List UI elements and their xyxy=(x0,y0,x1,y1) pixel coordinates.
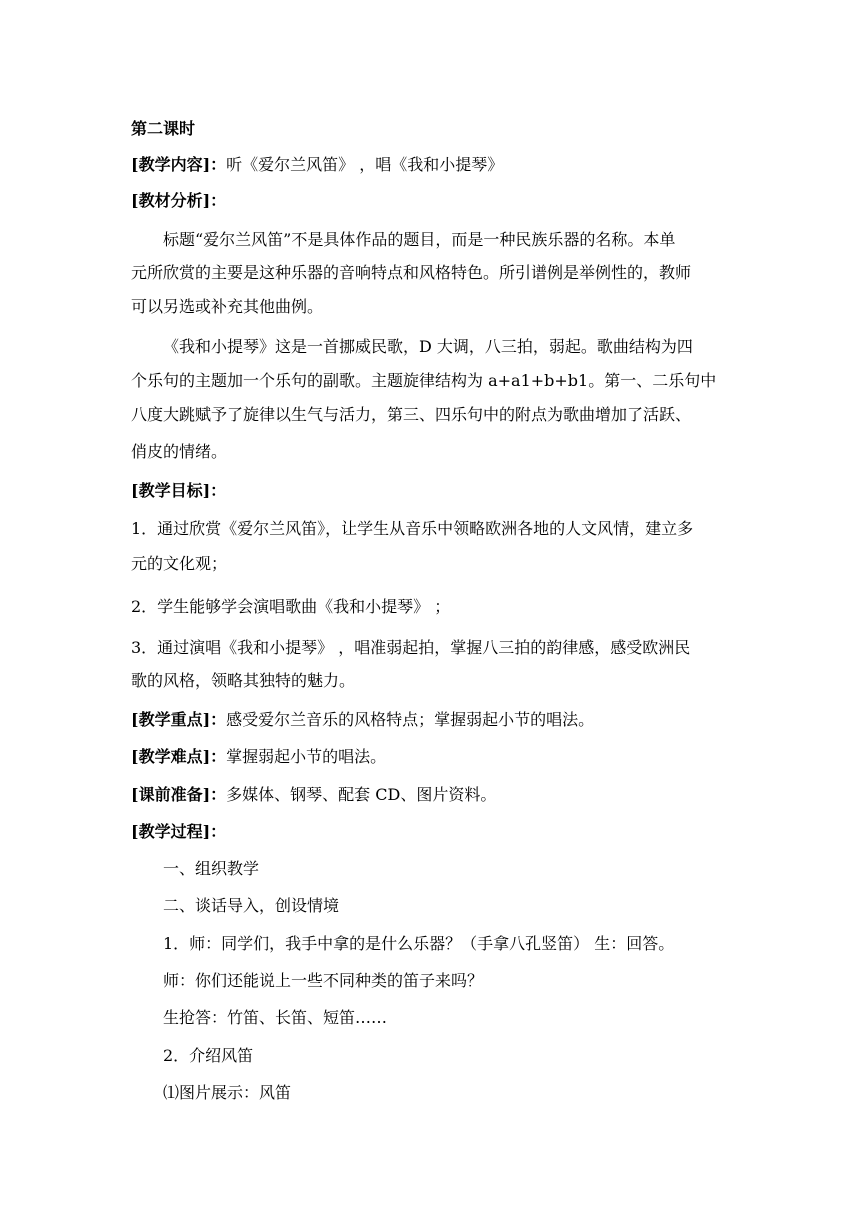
process-line: 师：你们还能说上一些不同种类的笛子来吗？ xyxy=(163,971,484,990)
analysis-p2-line: 个乐句的主题加一个乐句的副歌。主题旋律结构为 a+a1+b+b1。第一、二乐句中 xyxy=(131,371,717,390)
process-line: ⑴图片展示：风笛 xyxy=(163,1083,292,1102)
goal-line: 元的文化观； xyxy=(131,554,228,573)
process-label: [教学过程]： xyxy=(131,822,227,841)
analysis-p1-line: 元所欣赏的主要是这种乐器的音响特点和风格特色。所引谱例是举例性的，教师 xyxy=(131,263,692,282)
preparation-label: [课前准备]： xyxy=(131,785,227,804)
analysis-p1-line: 标题“爱尔兰风笛”不是具体作品的题目，而是一种民族乐器的名称。本单 xyxy=(163,230,676,249)
key-point-text: 感受爱尔兰音乐的风格特点；掌握弱起小节的唱法。 xyxy=(226,710,595,729)
analysis-p1-line: 可以另选或补充其他曲例。 xyxy=(131,297,324,316)
difficulty xyxy=(131,746,386,768)
process-line: 生抢答：竹笛、长笛、短笛…… xyxy=(163,1008,388,1027)
goal-line: 3．通过演唱《我和小提琴》 ，唱准弱起拍，掌握八三拍的韵律感，感受欧洲民 xyxy=(131,638,691,657)
analysis-label: [教材分析]： xyxy=(131,191,227,210)
key-point xyxy=(131,709,594,731)
lesson-title: 第二课时 xyxy=(131,119,196,138)
goal-line: 歌的风格，领略其独特的魅力。 xyxy=(131,671,356,690)
process-line: 二、谈话导入，创设情境 xyxy=(163,896,340,915)
teaching-content-label: [教学内容]： xyxy=(131,155,227,174)
goals-label: [教学目标]： xyxy=(131,481,227,500)
key-point-label: [教学重点]： xyxy=(131,710,227,729)
analysis-p2-line: 俏皮的情绪。 xyxy=(131,442,228,461)
teaching-content xyxy=(131,154,503,176)
preparation xyxy=(131,784,496,806)
difficulty-label: [教学难点]： xyxy=(131,747,227,766)
preparation-text: 多媒体、钢琴、配套 CD、图片资料。 xyxy=(226,785,497,804)
process-line: 2．介绍风笛 xyxy=(163,1046,254,1065)
goal-line: 2．学生能够学会演唱歌曲《我和小提琴》 ； xyxy=(131,597,451,616)
difficulty-text: 掌握弱起小节的唱法。 xyxy=(226,747,387,766)
goal-line: 1．通过欣赏《爱尔兰风笛》，让学生从音乐中领略欧洲各地的人文风情，建立多 xyxy=(131,519,694,538)
analysis-p2-line: 《我和小提琴》这是一首挪威民歌，D 大调，八三拍，弱起。歌曲结构为四 xyxy=(163,337,693,356)
process-line: 一、组织教学 xyxy=(163,859,260,878)
analysis-p2-line: 八度大跳赋予了旋律以生气与活力，第三、四乐句中的附点为歌曲增加了活跃、 xyxy=(131,405,692,424)
process-line: 1．师：同学们，我手中拿的是什么乐器？（手拿八孔竖笛） 生：回答。 xyxy=(163,934,675,953)
teaching-content-text: 听《爱尔兰风笛》 ，唱《我和小提琴》 xyxy=(226,155,504,174)
